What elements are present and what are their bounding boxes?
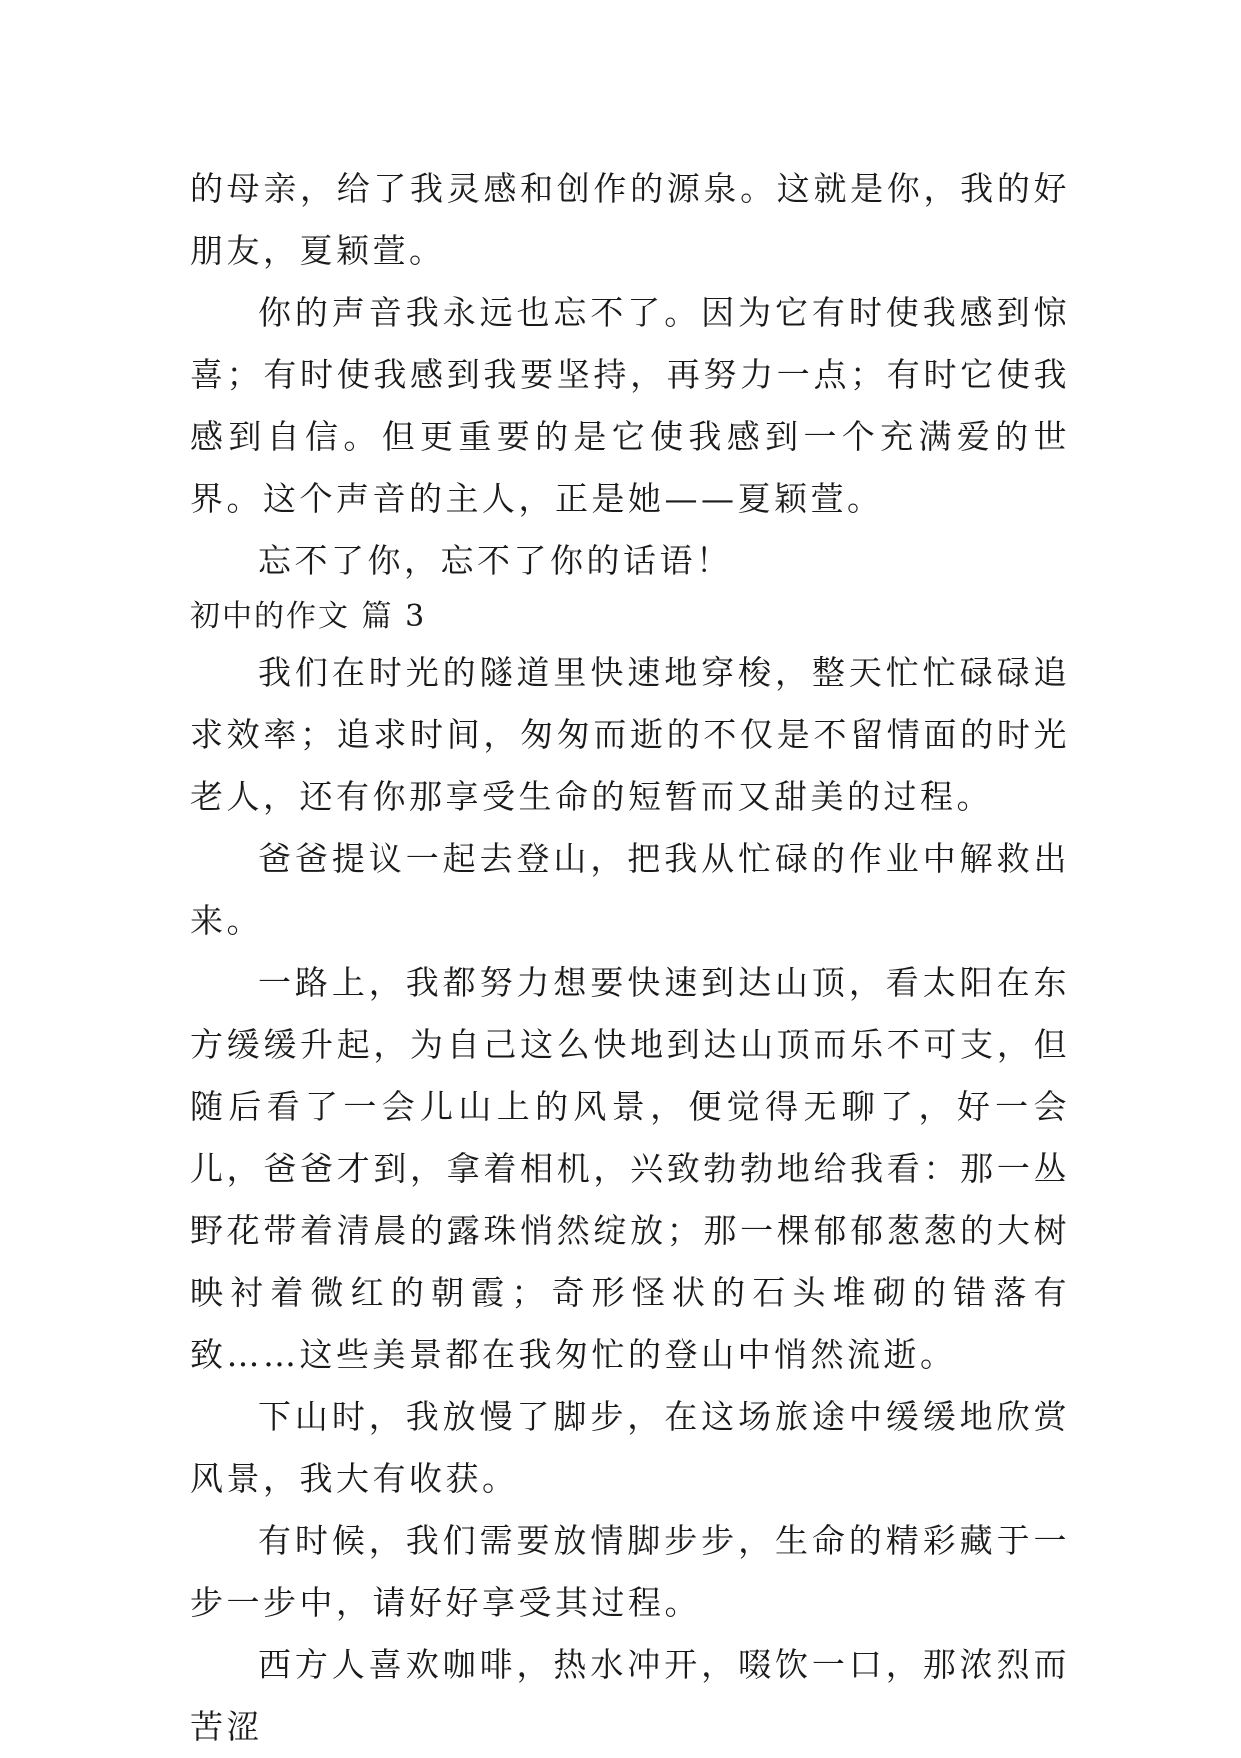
paragraph-bottom-1: 我们在时光的隧道里快速地穿梭，整天忙忙碌碌追求效率；追求时间，匆匆而逝的不仅是不留情面的时光老人，还有你那享受生命的短暂而又甜美的过程。 [190,653,1070,816]
paragraph-bottom-2: 爸爸提议一起去登山，把我从忙碌的作业中解救出来。 [190,839,1070,940]
paragraph-top-3: 忘不了你，忘不了你的话语！ [258,541,733,580]
section-heading: 初中的作文 篇 3 [190,599,427,634]
paragraph-top-2: 你的声音我永远也忘不了。因为它有时使我感到惊喜；有时使我感到我要坚持，再努力一点；有时它使我感到自信。但更重要的是它使我感到一个充满爱的世界。这个声音的主人，正是她——夏颖萱。 [190,293,1070,518]
paragraph-bottom-3: 一路上，我都努力想要快速到达山顶，看太阳在东方缓缓升起，为自己这么快地到达山顶而乐不可支，但随后看了一会儿山上的风景，便觉得无聊了，好一会儿，爸爸才到，拿着相机，兴致勃勃地给我看：那一丛野花带着清晨的露珠悄然绽放；那一棵郁郁葱葱的大树映衬着微红的朝霞；奇形怪状的石头堆砌的错落有致……这些美景都在我匆忙的登山中悄然流逝。 [190,963,1070,1374]
paragraph-top-1: 的母亲，给了我灵感和创作的源泉。这就是你，我的好朋友，夏颖萱。 [190,169,1070,270]
paragraph-bottom-5: 有时候，我们需要放情脚步步，生命的精彩藏于一步一步中，请好好享受其过程。 [190,1521,1070,1622]
paragraph-bottom-6: 西方人喜欢咖啡，热水冲开，啜饮一口，那浓烈而苦涩 [190,1645,1070,1746]
paragraph-bottom-4: 下山时，我放慢了脚步，在这场旅途中缓缓地欣赏风景，我大有收获。 [190,1397,1070,1498]
document-page [190,158,1070,1758]
